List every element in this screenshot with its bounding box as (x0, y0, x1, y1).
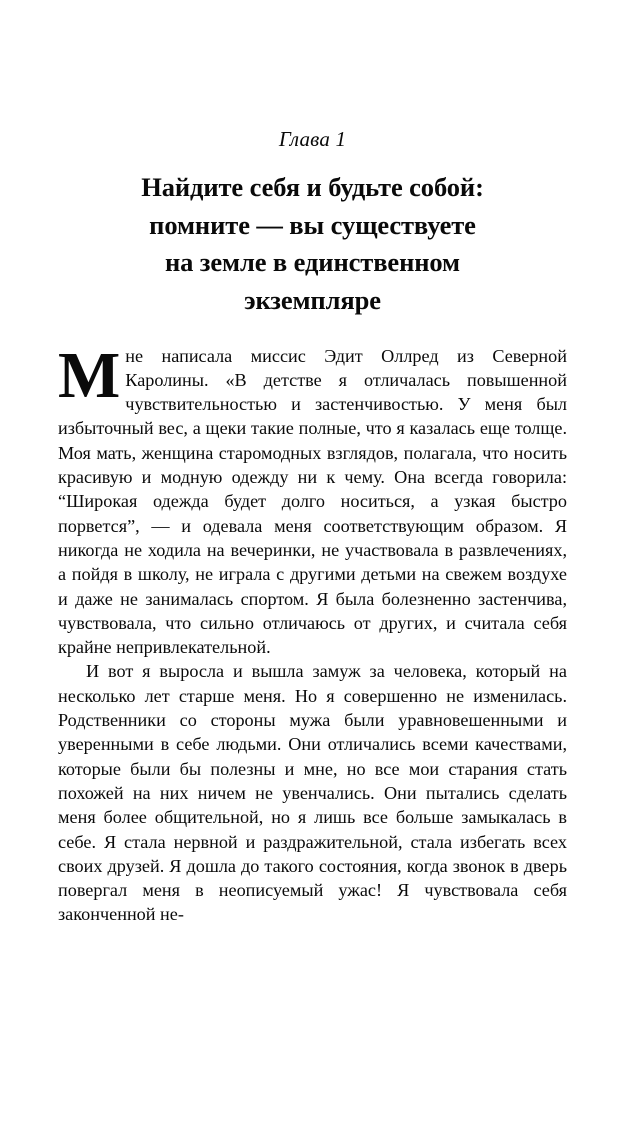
chapter-title-line-2: помните — вы существуете (149, 209, 476, 240)
paragraph-1-text: не написала миссис Эдит Оллред из Северной Каролины. «В детстве я отличалась повышенной чувствительностью и застенчивостью. У меня был избыточный вес, а щеки такие полные, что я казалась еще толще. Моя мать, женщина старомодных взглядов, полагала, что носить красивую и модную одежду ни к чему. Она всегда говорила: “Широкая одежда будет долго носиться, а узкая быстро порвется”, — и одевала меня соответствующим образом. Я никогда не ходила на вечеринки, не участвовала в развлечениях, а пойдя в школу, не играла с другими детьми на свежем воздухе и даже не занималась спортом. Я была болезненно застенчива, чувствовала, что сильно отличаюсь от других, и считала себя крайне непривлекательной. (58, 345, 567, 658)
paragraph-2 (58, 659, 567, 926)
drop-cap: М (58, 338, 121, 412)
chapter-title (58, 169, 567, 320)
chapter-title-line-3: на земле в единственном (164, 247, 461, 278)
paragraph-2-text: И вот я выросла и вышла замуж за человека, который на несколько лет старше меня. Но я совершенно не изменилась. Родственники со стороны мужа были уравновешенными и уверенными в себе людьми. Они отличались всеми качествами, которые были бы полезны и мне, но все мои старания стать похожей на них ничем не увенчались. Они пытались сделать меня более общительной, но я лишь все больше замыкалась в себе. Я стала нервной и раздражительной, стала избегать всех своих друзей. Я дошла до такого состояния, когда звонок в дверь повергал меня в неописуемый ужас! Я чувствовала себя законченной не- (58, 661, 567, 925)
chapter-label: Глава 1 (278, 127, 347, 151)
chapter-title-line-1: Найдите себя и будьте собой: (141, 172, 484, 203)
paragraph-1 (58, 338, 567, 660)
book-page (0, 128, 625, 1128)
body-text (58, 338, 567, 927)
chapter-title-line-4: экземпляре (244, 284, 381, 315)
